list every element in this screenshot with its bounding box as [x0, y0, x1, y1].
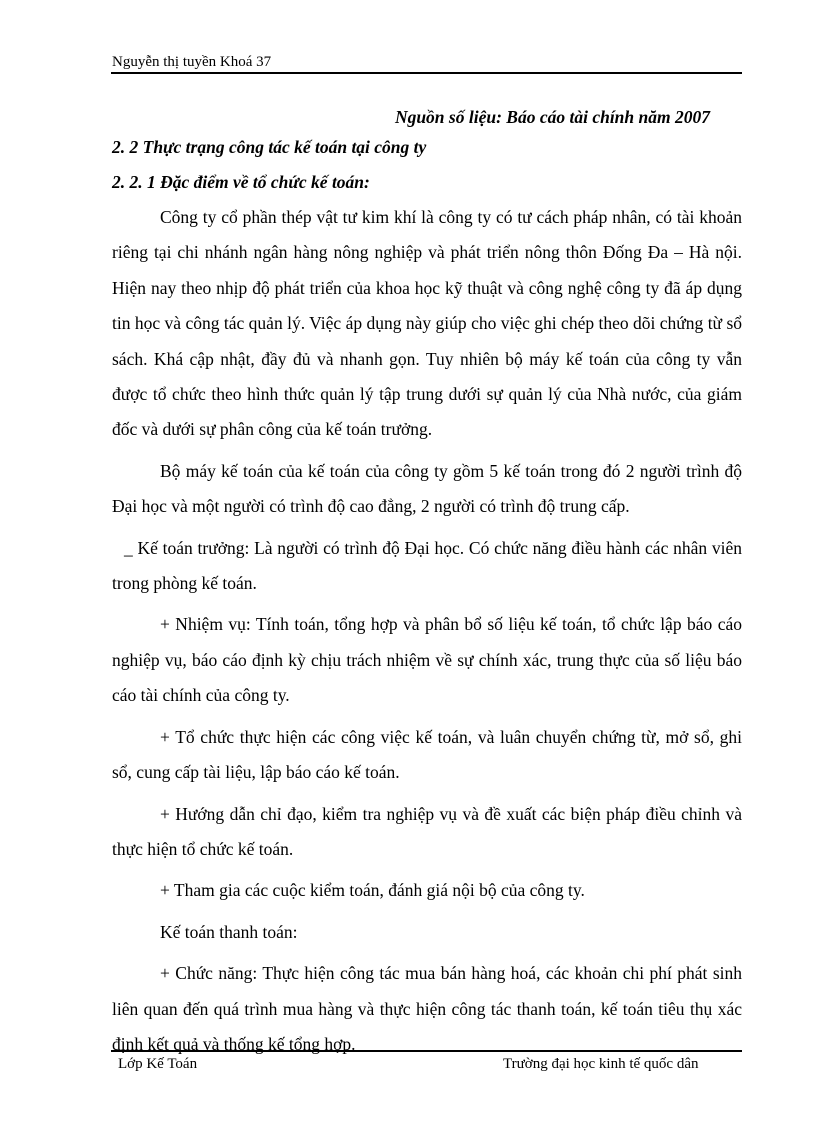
footer-divider	[111, 1050, 742, 1052]
paragraph-guidance: + Hướng dẫn chỉ đạo, kiểm tra nghiệp vụ và đề xuất các biện pháp điều chỉnh và thực hiện tổ chức kế toán.	[112, 803, 742, 859]
paragraph-chief-accountant: _ Kế toán trưởng: Là người có trình độ Đại học. Có chức năng điều hành các nhân viên trong phòng kế toán.	[112, 537, 742, 594]
page-header-author: Nguyễn thị tuyền Khoá 37	[112, 54, 272, 70]
footer-class-label: Lớp Kế Toán	[118, 1056, 198, 1072]
document-body	[112, 104, 742, 1068]
paragraph-company-overview: Công ty cổ phần thép vật tư kim khí là công ty có tư cách pháp nhân, có tài khoản riêng tại chi nhánh ngân hàng nông nghiệp và phát triển nông thôn Đống Đa – Hà nội. Hiện nay theo nhịp độ phát triển của khoa học kỹ thuật và công nghệ công ty đã áp dụng tin học và công tác quản lý. Việc áp dụng này giúp cho việc ghi chép theo dõi chứng từ sổ sách. Khá cập nhật, đầy đủ và nhanh gọn. Tuy nhiên bộ máy kế toán của công ty vẫn được tổ chức theo hình thức quản lý tập trung dưới sự quản lý của Nhà nước, của giám đốc và dưới sự phân công của kế toán trưởng.	[112, 207, 742, 440]
footer-university-label: Trường đại học kinh tế quốc dân	[503, 1056, 699, 1072]
header-divider	[111, 72, 742, 74]
paragraph-staff-structure: Bộ máy kế toán của kế toán của công ty gồm 5 kế toán trong đó 2 người trình độ Đại học và một người có trình độ cao đẳng, 2 người có trình độ trung cấp.	[112, 460, 742, 517]
subsection-title: 2. 2. 1 Đặc điểm về tổ chức kế toán:	[112, 172, 370, 192]
paragraph-payment-accountant: Kế toán thanh toán:	[160, 921, 298, 942]
section-title: 2. 2 Thực trạng công tác kế toán tại công ty	[112, 137, 427, 157]
paragraph-organize-work: + Tổ chức thực hiện các công việc kế toán, và luân chuyển chứng từ, mở sổ, ghi sổ, cung cấp tài liệu, lập báo cáo kế toán.	[112, 726, 742, 783]
paragraph-duties: + Nhiệm vụ: Tính toán, tổng hợp và phân bổ số liệu kế toán, tổ chức lập báo cáo nghiệp vụ, báo cáo định kỳ chịu trách nhiệm về sự chính xác, trung thực của số liệu báo cáo tài chính của công ty.	[112, 614, 742, 706]
source-note: Nguồn số liệu: Báo cáo tài chính năm 2007	[394, 107, 710, 127]
paragraph-audit: + Tham gia các cuộc kiểm toán, đánh giá nội bộ của công ty.	[160, 880, 585, 901]
paragraph-payment-function: + Chức năng: Thực hiện công tác mua bán hàng hoá, các khoản chi phí phát sinh liên quan đến quá trình mua hàng và thực hiện công tác thanh toán, kế toán tiêu thụ xác định kết quả và thống kế tổng hợp.	[112, 963, 742, 1054]
